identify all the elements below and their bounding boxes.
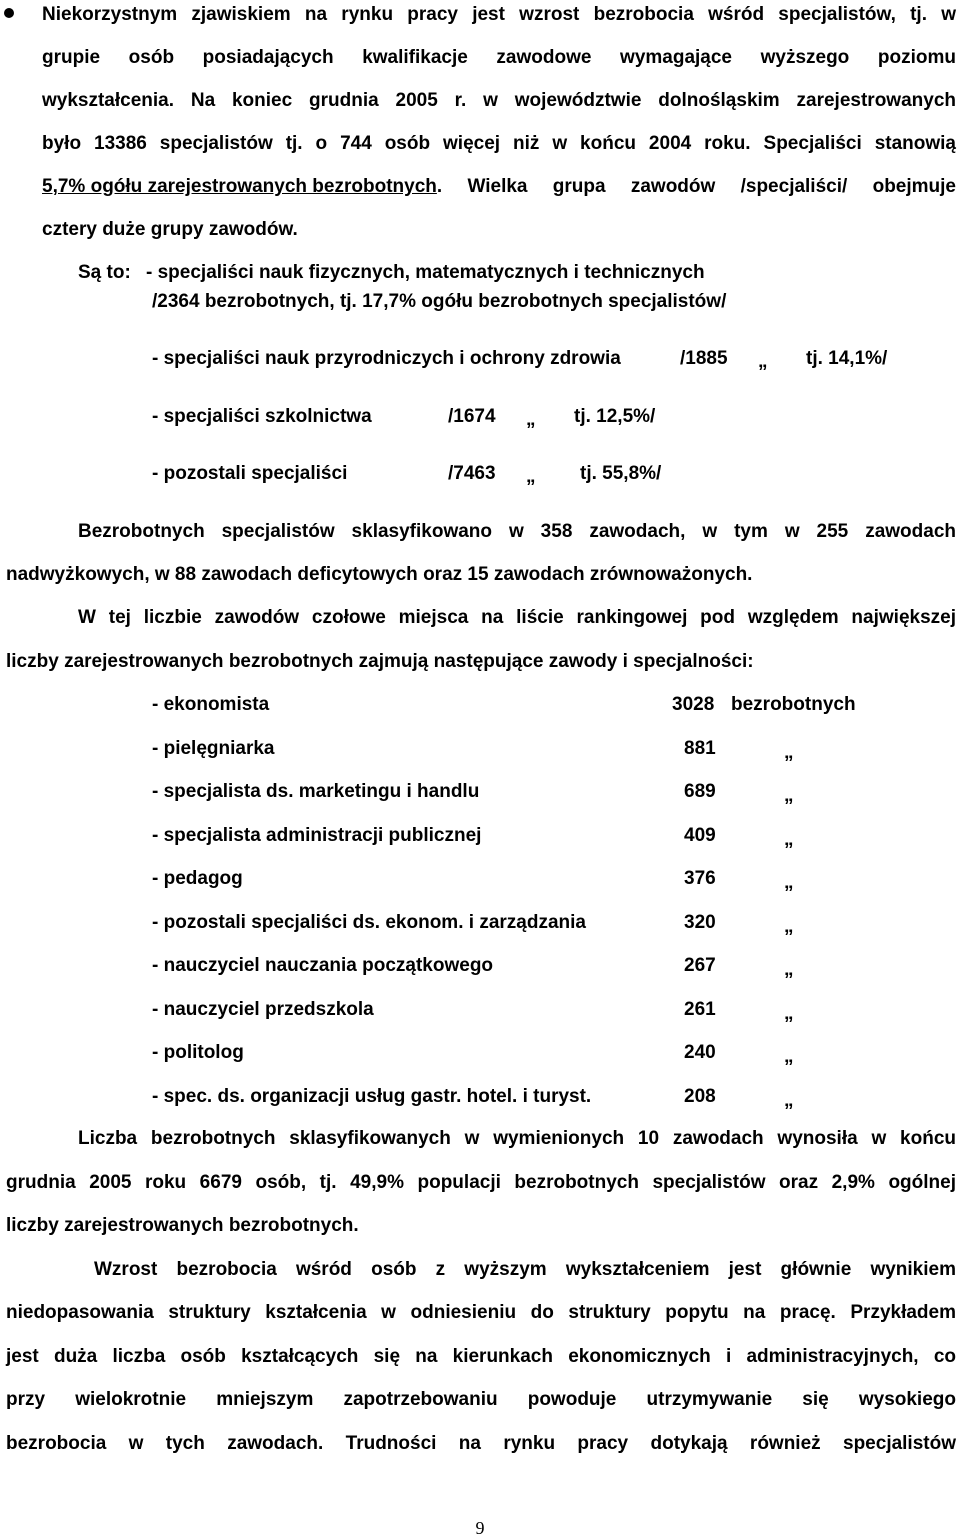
ranking-ditto: „ bbox=[784, 742, 794, 763]
group-3-count: /1674 bbox=[448, 406, 496, 427]
ranking-ditto: „ bbox=[784, 1090, 794, 1111]
ranking-count: 208 bbox=[684, 1086, 716, 1107]
p5-line-3: jest duża liczba osób kształcących się na kierunkach ekonomicznych i administracyjnych, co bbox=[6, 1346, 956, 1367]
group-2-name: - specjaliści nauk przyrodniczych i ochrony zdrowia bbox=[152, 348, 621, 369]
p1-line-4: było 13386 specjalistów tj. o 744 osób więcej niż w końcu 2004 roku. Specjaliści stanowią bbox=[42, 133, 956, 154]
ranking-count: 409 bbox=[684, 825, 716, 846]
p5-line-4: przy wielokrotnie mniejszym zapotrzebowaniu powoduje utrzymywanie się wysokiego bbox=[6, 1389, 956, 1410]
p1-line-5-rest: . Wielka grupa zawodów /specjaliści/ obejmuje bbox=[436, 176, 956, 197]
group-3-ditto: „ bbox=[526, 409, 536, 430]
p5-line-1: Wzrost bezrobocia wśród osób z wyższym wykształceniem jest głównie wynikiem bbox=[94, 1259, 956, 1280]
ranking-count: 261 bbox=[684, 999, 716, 1020]
group-2-ditto: „ bbox=[758, 351, 768, 372]
p5-line-2: niedopasowania struktury kształcenia w odniesieniu do struktury popytu na pracę. Przykładem bbox=[6, 1302, 956, 1323]
p3-line-2: liczby zarejestrowanych bezrobotnych zajmują następujące zawody i specjalności: bbox=[6, 651, 754, 672]
ranking-count: 240 bbox=[684, 1042, 716, 1063]
p2-line-1: Bezrobotnych specjalistów sklasyfikowano w 358 zawodach, w tym w 255 zawodach bbox=[78, 521, 956, 542]
group-3-pct: tj. 12,5%/ bbox=[574, 406, 656, 427]
ranking-ditto: „ bbox=[784, 916, 794, 937]
underlined-share: 5,7% ogółu zarejestrowanych bezrobotnych bbox=[42, 176, 437, 197]
groups-intro: Są to: bbox=[78, 262, 131, 283]
group-1-detail: /2364 bezrobotnych, tj. 17,7% ogółu bezrobotnych specjalistów/ bbox=[152, 291, 727, 312]
p4-line-2: grudnia 2005 roku 6679 osób, tj. 49,9% populacji bezrobotnych specjalistów oraz 2,9% ogólnej bbox=[6, 1172, 956, 1193]
p1-line-6: cztery duże grupy zawodów. bbox=[42, 219, 298, 240]
ranking-count: 689 bbox=[684, 781, 716, 802]
group-2-pct: tj. 14,1%/ bbox=[806, 348, 888, 369]
ranking-occupation: - specjalista ds. marketingu i handlu bbox=[152, 781, 480, 802]
group-3-name: - specjaliści szkolnictwa bbox=[152, 406, 372, 427]
p4-line-3: liczby zarejestrowanych bezrobotnych. bbox=[6, 1215, 359, 1236]
p2-line-2: nadwyżkowych, w 88 zawodach deficytowych oraz 15 zawodach zrównoważonych. bbox=[6, 564, 753, 585]
ranking-occupation: - specjalista administracji publicznej bbox=[152, 825, 482, 846]
p4-line-1: Liczba bezrobotnych sklasyfikowanych w wymienionych 10 zawodach wynosiła w końcu bbox=[78, 1128, 956, 1149]
ranking-occupation: - pozostali specjaliści ds. ekonom. i zarządzania bbox=[152, 912, 586, 933]
ranking-ditto: „ bbox=[784, 1046, 794, 1067]
ranking-count: 320 bbox=[684, 912, 716, 933]
group-4-ditto: „ bbox=[526, 466, 536, 487]
p5-line-5: bezrobocia w tych zawodach. Trudności na rynku pracy dotykają również specjalistów bbox=[6, 1433, 956, 1454]
p1-line-2: grupie osób posiadających kwalifikacje zawodowe wymagające wyższego poziomu bbox=[42, 47, 956, 68]
ranking-ditto: „ bbox=[784, 785, 794, 806]
group-4-pct: tj. 55,8%/ bbox=[580, 463, 662, 484]
ranking-occupation: - nauczyciel nauczania początkowego bbox=[152, 955, 494, 976]
ranking-occupation: - politolog bbox=[152, 1042, 244, 1063]
ranking-count: 3028 bbox=[672, 694, 715, 715]
ranking-occupation: - nauczyciel przedszkola bbox=[152, 999, 374, 1020]
ranking-occupation: - pielęgniarka bbox=[152, 738, 275, 759]
ranking-ditto: „ bbox=[784, 1003, 794, 1024]
p1-line-3: wykształcenia. Na koniec grudnia 2005 r. w województwie dolnośląskim zarejestrowanych bbox=[42, 90, 956, 111]
ranking-occupation: - spec. ds. organizacji usług gastr. hotel. i turyst. bbox=[152, 1086, 592, 1107]
bullet-icon bbox=[4, 8, 14, 18]
ranking-count: 881 bbox=[684, 738, 716, 759]
group-4-count: /7463 bbox=[448, 463, 496, 484]
p1-line-5 bbox=[42, 175, 956, 199]
ranking-unit: bezrobotnych bbox=[731, 694, 856, 715]
ranking-ditto: „ bbox=[784, 829, 794, 850]
ranking-count: 376 bbox=[684, 868, 716, 889]
group-2-count: /1885 bbox=[680, 348, 728, 369]
page-number: 9 bbox=[475, 1518, 485, 1538]
ranking-ditto: „ bbox=[784, 872, 794, 893]
ranking-count: 267 bbox=[684, 955, 716, 976]
p1-line-1: Niekorzystnym zjawiskiem na rynku pracy jest wzrost bezrobocia wśród specjalistów, tj. w bbox=[42, 4, 956, 25]
ranking-ditto: „ bbox=[784, 959, 794, 980]
group-4-name: - pozostali specjaliści bbox=[152, 463, 348, 484]
group-1-name: - specjaliści nauk fizycznych, matematycznych i technicznych bbox=[146, 262, 705, 283]
ranking-occupation: - ekonomista bbox=[152, 694, 270, 715]
ranking-occupation: - pedagog bbox=[152, 868, 243, 889]
p3-line-1: W tej liczbie zawodów czołowe miejsca na liście rankingowej pod względem największej bbox=[78, 607, 956, 628]
